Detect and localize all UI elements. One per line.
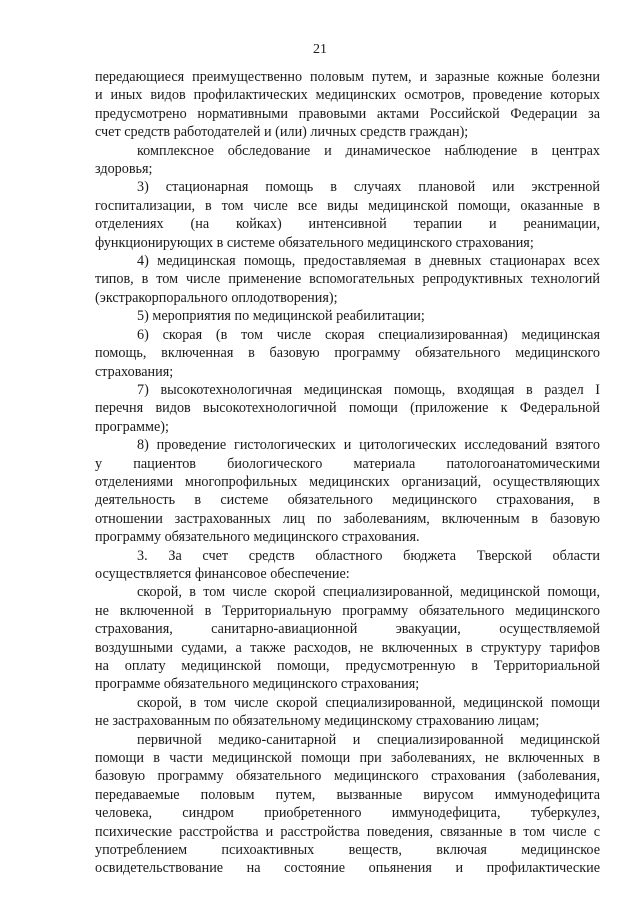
text-line: страхования, санитарно-авиационной эвакуации, осуществляемой [95, 621, 600, 638]
text-line: предусмотрено нормативными правовыми актами Российской Федерации за [95, 105, 600, 122]
text-line: программе); [95, 418, 169, 435]
text-line: программе обязательного медицинского страхования; [95, 676, 420, 693]
text-line: отделениями многопрофильных медицинских организаций, осуществляющих [95, 473, 600, 490]
text-line: человека, синдром приобретенного иммунодефицита, туберкулез, [95, 805, 600, 822]
text-line: базовую программу обязательного медицинского страхования (заболевания, [95, 768, 600, 785]
text-line: 7) высокотехнологичная медицинская помощь, входящая в раздел I [137, 381, 600, 398]
text-line: не включенной в Территориальную программу обязательного медицинского [95, 602, 600, 619]
text-line: освидетельствование на состояние опьянения и профилактические [95, 860, 600, 877]
text-line: не застрахованным по обязательному медицинскому страхованию лицам; [95, 713, 540, 730]
text-line: госпитализации, в том числе все виды медицинской помощи, оказанные в [95, 197, 600, 214]
text-line: скорой, в том числе скорой специализированной, медицинской помощи [137, 694, 600, 711]
text-line: помощи в части медицинской помощи при заболеваниях, не включенных в [95, 750, 600, 767]
document-body [95, 68, 600, 878]
text-line: передающиеся преимущественно половым путем, и заразные кожные болезни [95, 69, 600, 85]
text-line: 8) проведение гистологических и цитологических исследований взятого [137, 437, 600, 454]
text-line: здоровья; [95, 161, 153, 178]
text-line: употреблением психоактивных веществ, включая медицинское [95, 842, 600, 859]
text-line: счет средств работодателей и (или) личных средств граждан); [95, 124, 469, 141]
text-line: первичной медико-санитарной и специализированной медицинской [137, 731, 600, 748]
text-line: типов, в том числе применение вспомогательных репродуктивных технологий [95, 271, 600, 288]
text-line: на оплату медицинской помощи, предусмотренную в Территориальной [95, 658, 600, 674]
text-line: у пациентов биологического материала патологоанатомическими [95, 455, 600, 472]
text-line: 5) мероприятия по медицинской реабилитации; [137, 308, 425, 325]
text-line: осуществляется финансовое обеспечение: [95, 565, 350, 582]
page-number: 21 [313, 42, 327, 57]
text-line: 6) скорая (в том числе скорая специализированная) медицинская [137, 326, 600, 343]
text-line: скорой, в том числе скорой специализированной, медицинской помощи, [137, 584, 600, 601]
text-line: (экстракорпорального оплодотворения); [95, 289, 338, 306]
text-line: воздушными судами, а также расходов, не включенных в структуру тарифов [95, 639, 600, 656]
text-line: страхования; [95, 363, 174, 380]
text-line: деятельность в системе обязательного медицинского страхования, в [95, 492, 600, 509]
text-line: отделениях (на койках) интенсивной терапии и реанимации, [95, 216, 600, 233]
text-line: 3. За счет средств областного бюджета Тверской области [137, 547, 600, 564]
text-line: программу обязательного медицинского страхования. [95, 529, 420, 546]
text-line: функционирующих в системе обязательного медицинского страхования; [95, 234, 534, 251]
text-line: передаваемые половым путем, вызванные вирусом иммунодефицита [95, 786, 600, 803]
text-line: помощь, включенная в базовую программу обязательного медицинского [95, 345, 600, 362]
text-line: отношении застрахованных лиц по заболеваниям, включенным в базовую [95, 510, 600, 527]
text-line: комплексное обследование и динамическое наблюдение в центрах [137, 142, 600, 159]
text-line: 4) медицинская помощь, предоставляемая в дневных стационарах всех [137, 253, 600, 270]
text-line: перечня видов высокотехнологичной помощи (приложение к Федеральной [95, 400, 600, 417]
text-line: 3) стационарная помощь в случаях плановой или экстренной [137, 179, 600, 196]
text-line: и иных видов профилактических медицинских осмотров, проведение которых [95, 87, 600, 104]
text-line: психические расстройства и расстройства поведения, связанные в том числе с [95, 823, 600, 840]
